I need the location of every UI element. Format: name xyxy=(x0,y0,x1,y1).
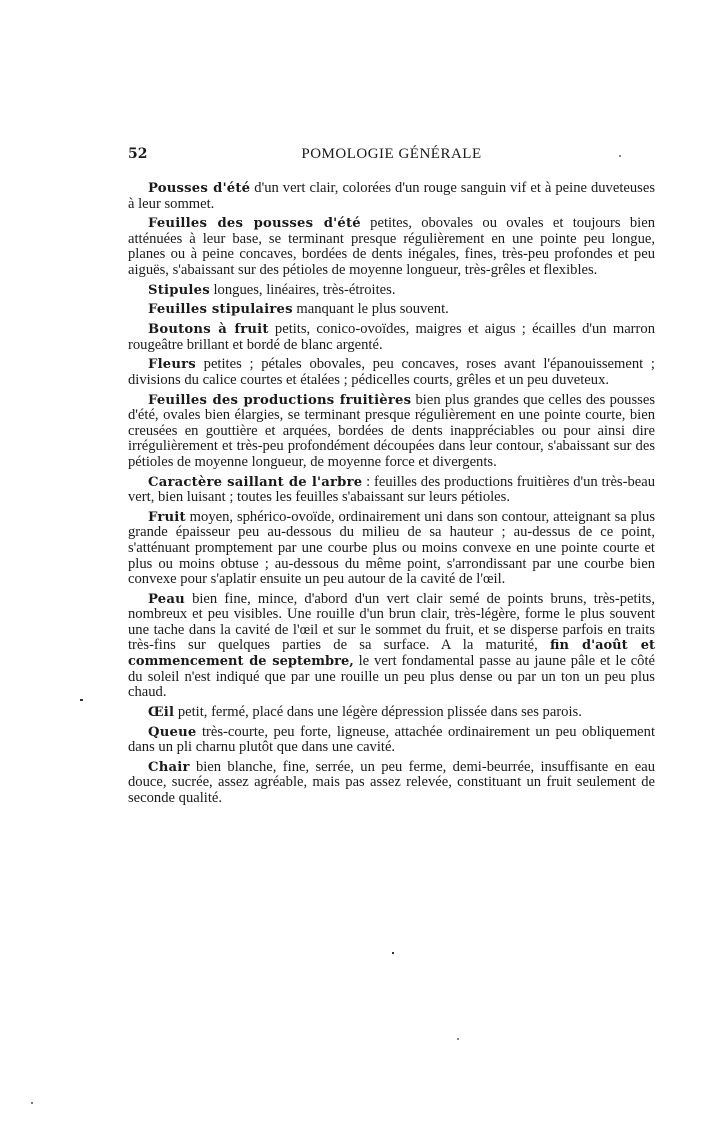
term-heading: Queue xyxy=(148,724,197,740)
term-heading: Fleurs xyxy=(148,357,196,373)
scan-speck xyxy=(619,155,621,157)
page-body xyxy=(128,181,655,811)
paragraph-text: longues, linéaires, très-étroites. xyxy=(209,281,396,298)
term-heading: Feuilles des productions fruitières xyxy=(148,392,412,408)
term-heading: Peau xyxy=(148,591,185,607)
paragraph-text: bien fine, mince, d'abord d'un vert clair semé de points bruns, très-petits, nombreux et peu visibles. Une rouille d'un brun clair, très-légère, forme le plus souvent une tache dans la cavité de l'œil et sur le sommet du fruit, et se disperse parfois en traits très-fins sur quelques parties de sa surface. A la maturité, xyxy=(128,590,655,654)
paragraph-text: bien blanche, fine, serrée, un peu ferme, demi-beurrée, insuffisante en eau douce, sucrée, assez agréable, mais pas assez relevée, constituant un fruit seulement de seconde qualité. xyxy=(128,758,655,806)
term-heading: Caractère saillant de l'arbre xyxy=(148,474,363,490)
page-header xyxy=(128,146,655,166)
paragraph-feuilles-stipulaires xyxy=(128,302,655,318)
paragraph-text-after: le vert fondamental passe au jaune pâle et le côté du soleil n'est indiqué que par une rouille un peu plus dense ou par un ton un peu plus chaud. xyxy=(128,653,655,701)
paragraph-caractere-arbre xyxy=(128,475,655,506)
paragraph-text: bien plus grandes que celles des pousses d'été, ovales bien élargies, se terminant presque régulièrement en une pointe courte, bien creusées en gouttière et arquées, bordées de dents inappréciables ou pour ainsi dire irrégulièrement et très-peu profondément découpées dans leur contour, s'abaissant sur des pétioles de moyenne longueur, de moyenne force et divergents. xyxy=(128,391,655,470)
paragraph-text: moyen, sphérico-ovoïde, ordinairement uni dans son contour, atteignant sa plus grande épaisseur peu au-dessous du milieu de sa hauteur ; au-dessus de ce point, s'atténuant promptement par une courbe plus ou moins convexe en une pointe courte et plus ou moins obtuse ; au-dessous du même point, s'arrondissant par une courbe bien convexe pour s'aplatir ensuite un peu autour de la cavité de l'œil. xyxy=(128,508,655,588)
paragraph-text: petites ; pétales obovales, peu concaves, roses avant l'épanouissement ; divisions du calice courtes et étalées ; pédicelles courts, grêles et un peu duveteux. xyxy=(128,356,655,388)
scan-speck xyxy=(457,1038,459,1040)
paragraph-stipules xyxy=(128,283,655,299)
paragraph-text: petites, obovales ou ovales et toujours bien atténuées à leur base, se terminant presque régulièrement en une pointe peu longue, planes ou à peine concaves, bordées de dents inégales, fines, très-peu profondes et peu aiguës, s'abaissant sur des pétioles de moyenne longueur, très-grêles et flexibles. xyxy=(128,215,656,278)
term-heading: Fruit xyxy=(148,509,186,525)
paragraph-peau xyxy=(128,592,655,701)
paragraph-fruit xyxy=(128,510,655,588)
paragraph-queue xyxy=(128,725,655,756)
maturity-emphasis: fin d'août et commencement de septembre, xyxy=(128,638,655,669)
paragraph-text: petits, conico-ovoïdes, maigres et aigus ; écailles d'un marron rougeâtre brillant et bordé de blanc argenté. xyxy=(128,321,655,353)
paragraph-text: très-courte, peu forte, ligneuse, attachée ordinairement un peu obliquement dans un pli charnu plutôt que dans une cavité. xyxy=(128,723,655,756)
term-heading: Boutons à fruit xyxy=(148,322,269,338)
term-heading: Œil xyxy=(148,704,175,720)
paragraph-text: manquant le plus souvent. xyxy=(292,301,449,318)
running-title: POMOLOGIE GÉNÉRALE xyxy=(301,146,482,162)
paragraph-feuilles-productions xyxy=(128,393,655,471)
paragraph-boutons-fruit xyxy=(128,322,655,353)
term-heading: Chair xyxy=(148,759,190,775)
paragraph-text: d'un vert clair, colorées d'un rouge sanguin vif et à peine duveteuses à leur sommet. xyxy=(128,180,655,212)
paragraph-pousses-ete xyxy=(128,181,655,212)
scan-speck xyxy=(392,952,394,954)
scan-speck xyxy=(80,699,83,701)
term-heading: Stipules xyxy=(148,282,210,298)
paragraph-chair xyxy=(128,760,655,807)
scan-speck xyxy=(31,1102,33,1104)
term-heading: Feuilles des pousses d'été xyxy=(148,216,361,232)
paragraph-feuilles-pousses xyxy=(128,216,655,278)
paragraph-text: : feuilles des productions fruitières d'un très-beau vert, bien luisant ; toutes les feuilles s'abaissant sur leurs pétioles. xyxy=(128,473,656,506)
term-heading: Pousses d'été xyxy=(148,181,251,196)
term-heading: Feuilles stipulaires xyxy=(148,302,293,318)
paragraph-oeil xyxy=(128,705,655,721)
page-number: 52 xyxy=(128,146,148,162)
paragraph-text: petit, fermé, placé dans une légère dépression plissée dans ses parois. xyxy=(174,703,582,720)
paragraph-fleurs xyxy=(128,357,655,388)
